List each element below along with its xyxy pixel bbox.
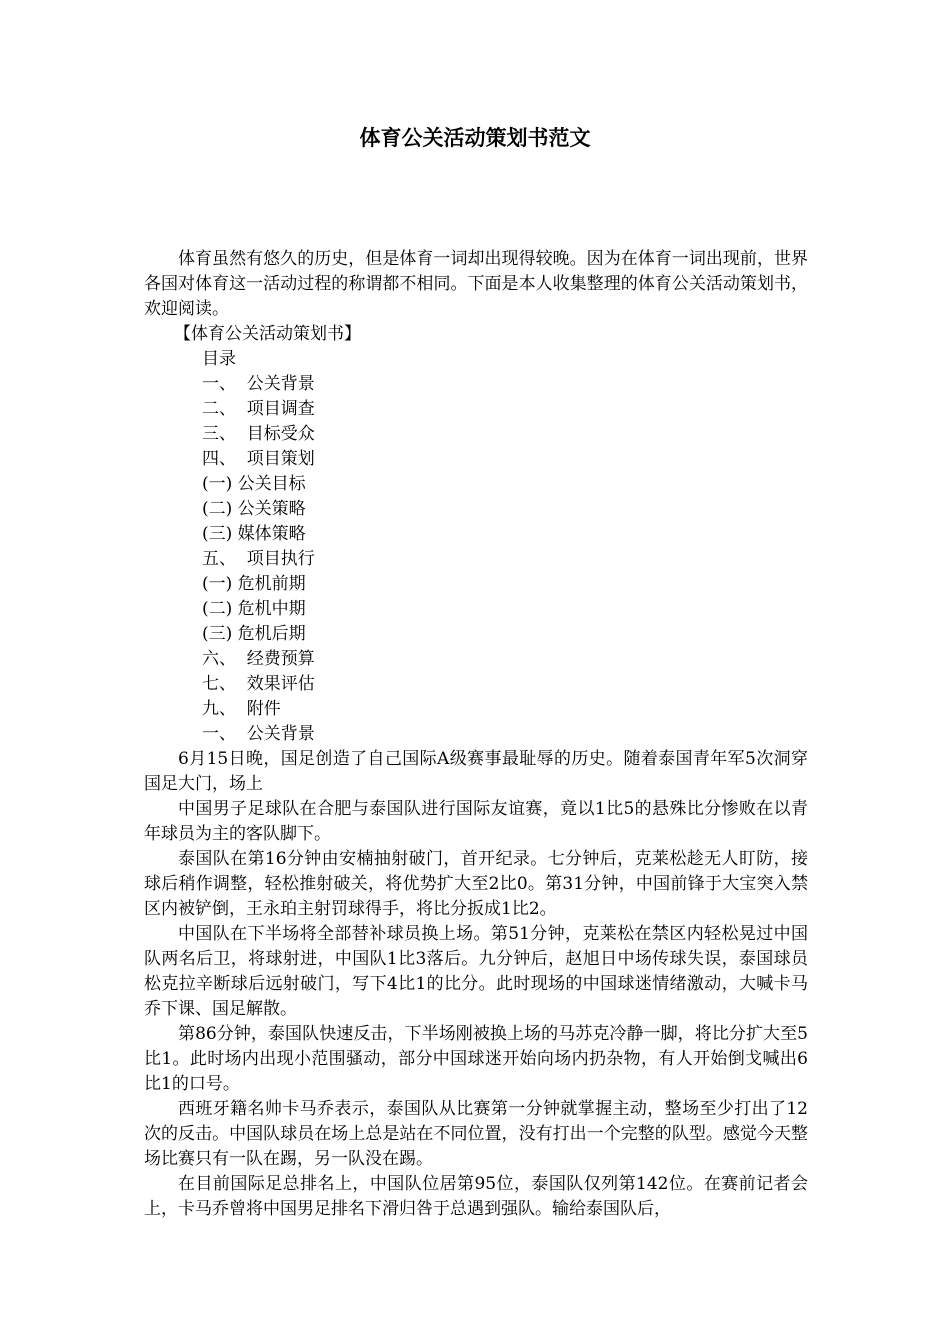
body-paragraph: 6月15日晚，国足创造了自己国际A级赛事最耻辱的历史。随着泰国青年军5次洞穿国足大门，场上	[144, 749, 808, 794]
toc-item: 五、 项目执行	[202, 549, 315, 569]
toc-item: 四、 项目策划	[202, 449, 315, 469]
intro-paragraph: 体育虽然有悠久的历史，但是体育一词却出现得较晚。因为在体育一词出现前，世界各国对体育这一活动过程的称谓都不相同。下面是本人收集整理的体育公关活动策划书，欢迎阅读。	[144, 249, 808, 319]
toc-heading: 目录	[202, 349, 236, 369]
body-paragraph: 泰国队在第16分钟由安楠抽射破门，首开纪录。七分钟后，克莱松趁无人盯防，接球后稍作调整，轻松推射破关，将优势扩大至2比0。第31分钟，中国前锋于大宝突入禁区内被铲倒，王永珀主射罚球得手，将比分扳成1比2。	[144, 849, 808, 919]
toc-item: (二) 危机中期	[202, 599, 306, 619]
bracket-title: 【体育公关活动策划书】	[174, 324, 361, 344]
document-body	[144, 247, 808, 1222]
table-of-contents	[144, 372, 808, 722]
toc-item: 三、 目标受众	[202, 424, 315, 444]
toc-item: 六、 经费预算	[202, 649, 315, 669]
toc-item: 七、 效果评估	[202, 674, 315, 694]
toc-item: 一、 公关背景	[202, 374, 315, 394]
body-paragraph: 中国队在下半场将全部替补球员换上场。第51分钟，克莱松在禁区内轻松晃过中国队两名后卫，将球射进，中国队1比3落后。九分钟后，赵旭日中场传球失误，泰国球员松克拉辛断球后远射破门，写下4比1的比分。此时现场的中国球迷情绪激动，大喊卡马乔下课、国足解散。	[144, 924, 808, 1019]
toc-item: (三) 危机后期	[202, 624, 306, 644]
body-paragraph: 第86分钟，泰国队快速反击，下半场刚被换上场的马苏克冷静一脚，将比分扩大至5比1。此时场内出现小范围骚动，部分中国球迷开始向场内扔杂物，有人开始倒戈喊出6比1的口号。	[144, 1024, 808, 1094]
body-paragraph: 中国男子足球队在合肥与泰国队进行国际友谊赛，竟以1比5的悬殊比分惨败在以青年球员为主的客队脚下。	[144, 799, 808, 844]
toc-item: (三) 媒体策略	[202, 524, 306, 544]
toc-item: (一) 危机前期	[202, 574, 306, 594]
body-paragraph: 西班牙籍名帅卡马乔表示，泰国队从比赛第一分钟就掌握主动，整场至少打出了12次的反击。中国队球员在场上总是站在不同位置，没有打出一个完整的队型。感觉今天整场比赛只有一队在踢，另一队没在踢。	[144, 1099, 808, 1169]
document-title: 体育公关活动策划书范文	[359, 125, 591, 150]
toc-item: 二、 项目调查	[202, 399, 315, 419]
body-paragraph: 在目前国际足总排名上，中国队位居第95位，泰国队仅列第142位。在赛前记者会上，卡马乔曾将中国男足排名下滑归咎于总遇到强队。输给泰国队后，	[144, 1174, 808, 1219]
toc-item: (一) 公关目标	[202, 474, 306, 494]
toc-item: 九、 附件	[202, 699, 281, 719]
section-heading: 一、 公关背景	[202, 724, 315, 744]
toc-item: (二) 公关策略	[202, 499, 306, 519]
